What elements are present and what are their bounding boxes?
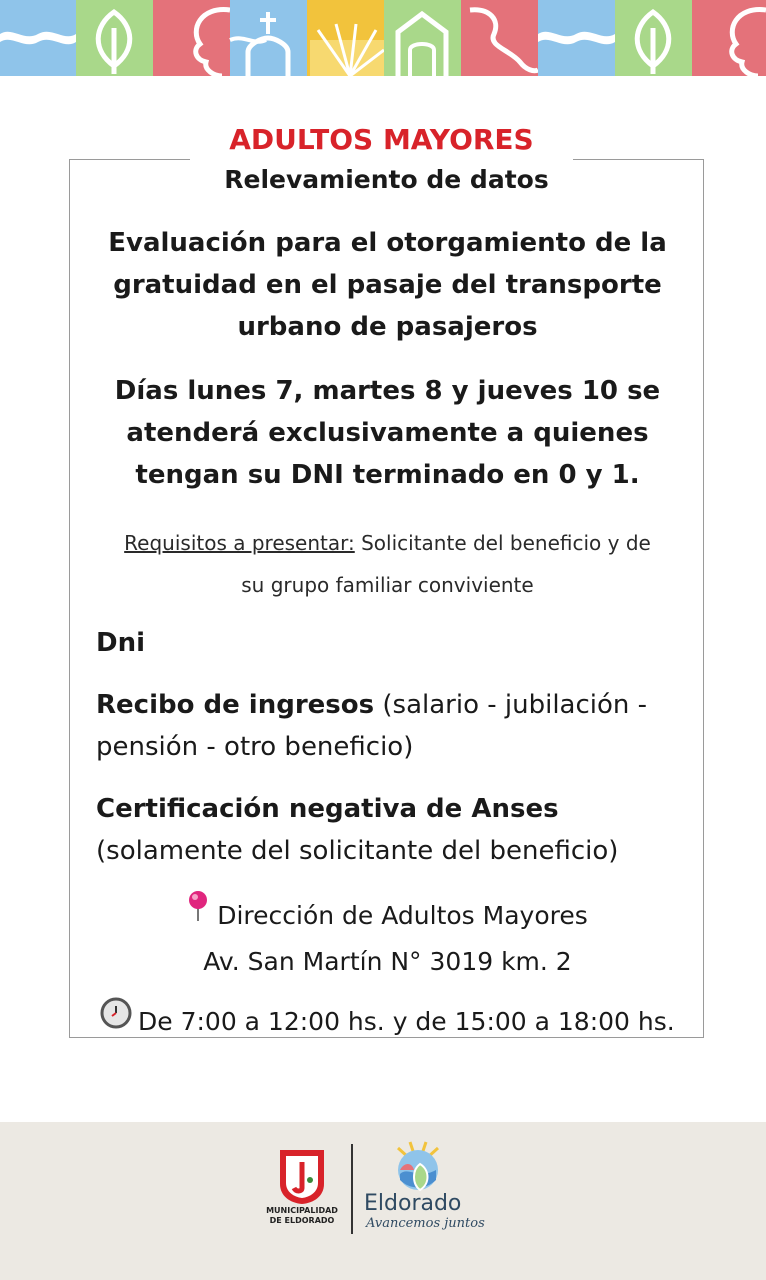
- evaluation-line-2: gratuidad en el pasaje del transporte: [113, 270, 662, 300]
- evaluation-line-1: Evaluación para el otorgamiento de la: [108, 228, 667, 258]
- requirement-item-title: Certificación negativa de Anses: [96, 794, 559, 824]
- requirement-item-detail-2: (solamente del solicitante del beneficio): [96, 836, 619, 866]
- requirement-item-detail-2: pensión - otro beneficio): [96, 732, 414, 762]
- municipality-name: [256, 1206, 348, 1226]
- requirements-text-2: su grupo familiar conviviente: [241, 573, 534, 597]
- municipality-line-2: DE ELDORADO: [269, 1216, 335, 1225]
- hours-block: [100, 1000, 700, 1046]
- footer-divider: [351, 1144, 353, 1234]
- evaluation-line-3: urbano de pasajeros: [237, 312, 538, 342]
- schedule-line-1: Días lunes 7, martes 8 y jueves 10 se: [114, 376, 661, 406]
- location-name: Dirección de Adultos Mayores: [217, 901, 588, 930]
- requirement-item: [96, 622, 696, 664]
- banner-illustration: [0, 0, 766, 76]
- location-address: Av. San Martín N° 3019 km. 2: [203, 947, 572, 976]
- schedule-notice: [80, 370, 695, 496]
- location-block: [80, 894, 695, 984]
- municipality-logo: [276, 1146, 328, 1206]
- schedule-line-2: atenderá exclusivamente a quienes: [126, 418, 649, 448]
- eldorado-logo-icon: [392, 1140, 444, 1194]
- pin-icon: [187, 890, 209, 936]
- requirement-item-title: Recibo de ingresos: [96, 690, 375, 720]
- requirements-intro: [80, 522, 695, 606]
- page-subtitle: Relevamiento de datos: [224, 165, 549, 194]
- municipality-line-1: MUNICIPALIDAD: [266, 1206, 338, 1215]
- requirement-item-title: Dni: [96, 628, 146, 658]
- requirement-item-detail: (salario - jubilación -: [374, 690, 648, 720]
- page-title: ADULTOS MAYORES: [229, 123, 534, 156]
- requirement-item: [96, 684, 696, 768]
- evaluation-text: [80, 222, 695, 348]
- clock-icon: [100, 997, 132, 1043]
- brand-slogan: Avancemos juntos: [366, 1216, 485, 1231]
- requirements-text-1: Solicitante del beneficio y de: [354, 531, 651, 555]
- hours-text: De 7:00 a 12:00 hs. y de 15:00 a 18:00 hs.: [138, 1007, 675, 1036]
- brand-name: Eldorado: [364, 1191, 462, 1216]
- requirements-label: Requisitos a presentar:: [124, 531, 355, 555]
- schedule-line-3: tengan su DNI terminado en 0 y 1.: [135, 460, 640, 490]
- title-container: [190, 118, 573, 164]
- requirement-item: [96, 788, 696, 872]
- decorative-banner: [0, 0, 766, 76]
